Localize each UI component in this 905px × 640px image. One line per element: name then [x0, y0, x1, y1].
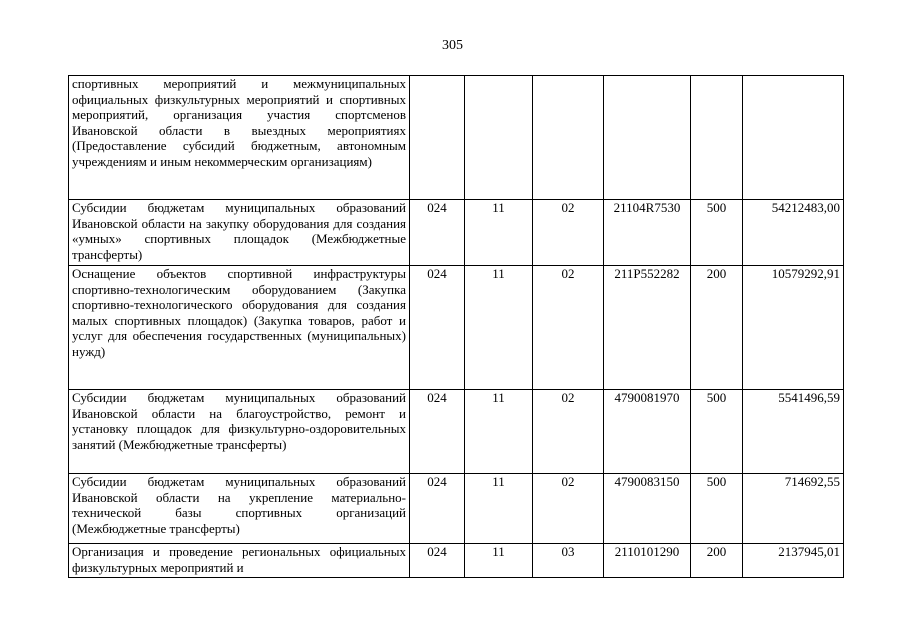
section-code: 11 [465, 266, 533, 390]
amount-value: 54212483,00 [743, 200, 844, 266]
budget-table [68, 75, 844, 578]
amount-value: 10579292,91 [743, 266, 844, 390]
expense-type-code: 200 [691, 266, 743, 390]
subsection-code: 02 [533, 200, 604, 266]
amount-value: 714692,55 [743, 474, 844, 544]
table-row [69, 76, 844, 200]
table-row [69, 390, 844, 474]
subsection-code: 02 [533, 474, 604, 544]
subsection-code: 03 [533, 544, 604, 578]
admin-code: 024 [410, 544, 465, 578]
page-number: 305 [442, 38, 463, 53]
row-description: Субсидии бюджетам муниципальных образований Ивановской области на укрепление материально-технической базы спортивных организаций (Межбюджетные трансферты) [69, 474, 410, 544]
admin-code: 024 [410, 474, 465, 544]
amount-value: 5541496,59 [743, 390, 844, 474]
target-article-code: 2110101290 [604, 544, 691, 578]
target-article-code: 4790083150 [604, 474, 691, 544]
table-row [69, 200, 844, 266]
target-article-code: 211P552282 [604, 266, 691, 390]
expense-type-code: 500 [691, 474, 743, 544]
subsection-code [533, 76, 604, 200]
table-row [69, 544, 844, 578]
expense-type-code: 500 [691, 200, 743, 266]
target-article-code [604, 76, 691, 200]
admin-code: 024 [410, 390, 465, 474]
amount-value [743, 76, 844, 200]
section-code: 11 [465, 390, 533, 474]
table-row [69, 266, 844, 390]
table-row [69, 474, 844, 544]
row-description: спортивных мероприятий и межмуниципальных официальных физкультурных мероприятий и спортивных мероприятий, организация участия спортсменов Ивановской области в выездных мероприятиях (Предоставление субсидий бюджетным, автономным учреждениям и иным некоммерческим организациям) [69, 76, 410, 200]
expense-type-code [691, 76, 743, 200]
row-description: Оснащение объектов спортивной инфраструктуры спортивно-технологическим оборудованием (Закупка спортивно-технологического оборудования для создания малых спортивных площадок) (Закупка товаров, работ и услуг для обеспечения государственных (муниципальных) нужд) [69, 266, 410, 390]
section-code: 11 [465, 200, 533, 266]
row-description: Субсидии бюджетам муниципальных образований Ивановской области на благоустройство, ремонт и установку площадок для физкультурно-оздоровительных занятий (Межбюджетные трансферты) [69, 390, 410, 474]
target-article-code: 4790081970 [604, 390, 691, 474]
subsection-code: 02 [533, 390, 604, 474]
section-code [465, 76, 533, 200]
target-article-code: 21104R7530 [604, 200, 691, 266]
section-code: 11 [465, 544, 533, 578]
row-description: Организация и проведение региональных официальных физкультурных мероприятий и [69, 544, 410, 578]
admin-code [410, 76, 465, 200]
section-code: 11 [465, 474, 533, 544]
expense-type-code: 500 [691, 390, 743, 474]
row-description: Субсидии бюджетам муниципальных образований Ивановской области на закупку оборудования для создания «умных» спортивных площадок (Межбюджетные трансферты) [69, 200, 410, 266]
amount-value: 2137945,01 [743, 544, 844, 578]
subsection-code: 02 [533, 266, 604, 390]
admin-code: 024 [410, 266, 465, 390]
expense-type-code: 200 [691, 544, 743, 578]
admin-code: 024 [410, 200, 465, 266]
